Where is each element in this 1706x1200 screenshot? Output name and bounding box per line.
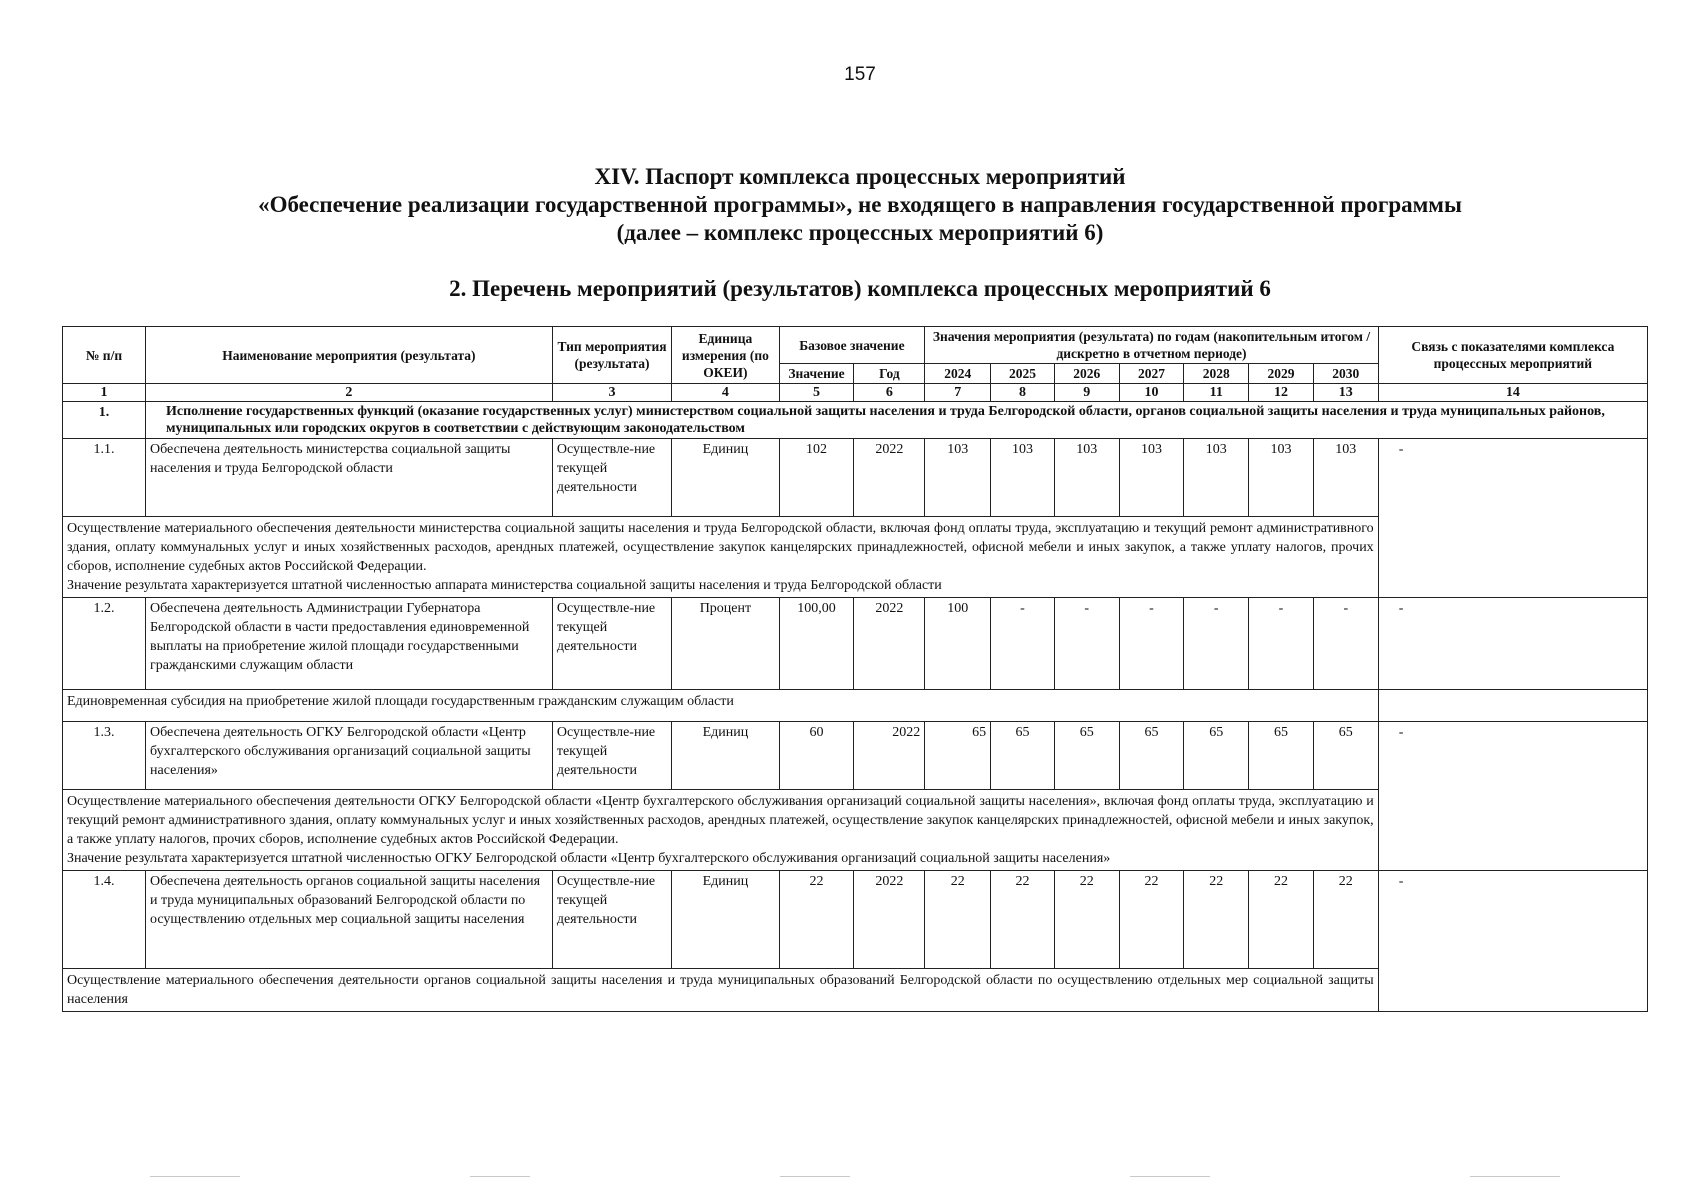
row-name: Обеспечена деятельность министерства социальной защиты населения и труда Белгородской области (145, 439, 552, 517)
row-year-value: 65 (1313, 722, 1378, 790)
row-name: Обеспечена деятельность Администрации Губернатора Белгородской области в части предоставления единовременной выплаты на приобретение жилой площади государственными гражданскими служащим области (145, 598, 552, 690)
scan-artifact-lines (0, 1176, 1706, 1177)
row-link: - (1378, 722, 1647, 871)
row-link-empty (1378, 690, 1647, 722)
row-year-value: 65 (991, 722, 1055, 790)
row-year-value: 65 (925, 722, 991, 790)
row-year-value: - (991, 598, 1055, 690)
row-year-value: 103 (1054, 439, 1119, 517)
row-year-value: 22 (925, 871, 991, 969)
header-year: 2028 (1184, 364, 1249, 384)
column-index: 13 (1313, 384, 1378, 402)
row-num: 1.4. (63, 871, 146, 969)
row-description-text: Осуществление материального обеспечения деятельности органов социальной защиты населения и труда муниципальных образований Белгородской области по осуществлению отдельных мер социальной защиты населения (67, 973, 1374, 1007)
row-year-value: 65 (1119, 722, 1184, 790)
row-year-value: 103 (1249, 439, 1314, 517)
column-index: 14 (1378, 384, 1647, 402)
row-num: 1.3. (63, 722, 146, 790)
row-year-value: 100 (925, 598, 991, 690)
column-index: 11 (1184, 384, 1249, 402)
row-year-value: 103 (1313, 439, 1378, 517)
section-row (63, 402, 1648, 439)
header-link: Связь с показателями комплекса процессных мероприятий (1378, 327, 1647, 384)
row-unit: Процент (672, 598, 779, 690)
row-unit: Единиц (672, 722, 779, 790)
row-description-cell (63, 690, 1379, 722)
table-row (63, 722, 1648, 790)
row-unit: Единиц (672, 871, 779, 969)
row-year-value: 22 (991, 871, 1055, 969)
document-title (0, 163, 1706, 247)
row-year-value: 103 (1119, 439, 1184, 517)
row-type: Осуществле-ние текущей деятельности (552, 722, 671, 790)
row-base-year: 2022 (854, 871, 925, 969)
activities-table (62, 326, 1648, 1012)
header-name: Наименование мероприятия (результата) (145, 327, 552, 384)
row-description-text-2: Значение результата характеризуется штатной численностью ОГКУ Белгородской области «Центр бухгалтерского обслуживания организаций социальной защиты населения» (67, 851, 1111, 866)
row-year-value: 103 (991, 439, 1055, 517)
row-base-value: 22 (779, 871, 854, 969)
section-num: 1. (63, 402, 146, 439)
row-base-value: 60 (779, 722, 854, 790)
column-index: 8 (991, 384, 1055, 402)
header-base-value: Значение (779, 364, 854, 384)
row-description-text: Единовременная субсидия на приобретение жилой площади государственным гражданским служащим области (67, 694, 734, 709)
section-text: Исполнение государственных функций (оказание государственных услуг) министерством социальной защиты населения и труда Белгородской области, органов социальной защиты населения и труда муниципальных районов, муниципальных или городских округов в соответствии с действующим законодательством (145, 402, 1647, 439)
row-type: Осуществле-ние текущей деятельности (552, 439, 671, 517)
header-base: Базовое значение (779, 327, 925, 364)
row-year-value: 22 (1184, 871, 1249, 969)
title-line-2: «Обеспечение реализации государственной программы», не входящего в направления государственной программы (258, 192, 1462, 217)
row-description (63, 690, 1648, 722)
row-base-year: 2022 (854, 598, 925, 690)
row-link: - (1378, 598, 1647, 690)
title-line-1: XIV. Паспорт комплекса процессных мероприятий (594, 164, 1126, 189)
row-year-value: 103 (925, 439, 991, 517)
row-year-value: - (1054, 598, 1119, 690)
row-base-value: 100,00 (779, 598, 854, 690)
table-row (63, 871, 1648, 969)
header-year: 2026 (1054, 364, 1119, 384)
header-years-group: Значения мероприятия (результата) по годам (накопительным итогом / дискретно в отчетном периоде) (925, 327, 1378, 364)
row-link: - (1378, 871, 1647, 1012)
row-year-value: 22 (1249, 871, 1314, 969)
header-type: Тип мероприятия (результата) (552, 327, 671, 384)
row-description-cell (63, 790, 1379, 871)
row-base-value: 102 (779, 439, 854, 517)
row-name: Обеспечена деятельность ОГКУ Белгородской области «Центр бухгалтерского обслуживания организаций социальной защиты населения» (145, 722, 552, 790)
row-year-value: 22 (1313, 871, 1378, 969)
page-number: 157 (844, 64, 876, 85)
column-index: 7 (925, 384, 991, 402)
row-year-value: 65 (1054, 722, 1119, 790)
row-year-value: 65 (1184, 722, 1249, 790)
column-index: 2 (145, 384, 552, 402)
row-description-cell (63, 969, 1379, 1012)
header-year: 2030 (1313, 364, 1378, 384)
section-title: 2. Перечень мероприятий (результатов) комплекса процессных мероприятий 6 (449, 276, 1271, 301)
row-year-value: 22 (1119, 871, 1184, 969)
row-num: 1.1. (63, 439, 146, 517)
row-year-value: - (1313, 598, 1378, 690)
row-year-value: 103 (1184, 439, 1249, 517)
row-year-value: 22 (1054, 871, 1119, 969)
row-description-text: Осуществление материального обеспечения деятельности ОГКУ Белгородской области «Центр бухгалтерского обслуживания организаций социальной защиты населения», включая фонд оплаты труда, эксплуатацию и текущий ремонт административного здания, оплату коммунальных услуг и иных хозяйственных расходов, арендных платежей, осуществление закупок канцелярских принадлежностей, офисной мебели и иных закупок, а также уплату налогов, прочих сборов, исполнение судебных актов Российской Федерации. (67, 794, 1374, 847)
row-link: - (1378, 439, 1647, 598)
header-year: 2024 (925, 364, 991, 384)
row-num: 1.2. (63, 598, 146, 690)
header-base-year: Год (854, 364, 925, 384)
column-index: 10 (1119, 384, 1184, 402)
table-row (63, 439, 1648, 517)
column-index: 5 (779, 384, 854, 402)
row-year-value: - (1119, 598, 1184, 690)
column-index: 12 (1249, 384, 1314, 402)
column-index: 6 (854, 384, 925, 402)
column-index: 3 (552, 384, 671, 402)
header-year: 2025 (991, 364, 1055, 384)
row-base-year: 2022 (854, 722, 925, 790)
row-description-text-2: Значение результата характеризуется штатной численностью аппарата министерства социальной защиты населения и труда Белгородской области (67, 578, 942, 593)
row-description-text: Осуществление материального обеспечения деятельности министерства социальной защиты населения и труда Белгородской области, включая фонд оплаты труда, эксплуатацию и текущий ремонт административного здания, оплату коммунальных услуг и иных хозяйственных расходов, арендных платежей, осуществление закупок канцелярских принадлежностей, офисной мебели и иных закупок, а также уплату налогов, прочих сборов, исполнение судебных актов Российской Федерации. (67, 521, 1374, 574)
header-num: № п/п (63, 327, 146, 384)
row-type: Осуществле-ние текущей деятельности (552, 871, 671, 969)
header-year: 2027 (1119, 364, 1184, 384)
row-year-value: 65 (1249, 722, 1314, 790)
column-index: 1 (63, 384, 146, 402)
column-index-row (63, 384, 1648, 402)
column-index: 4 (672, 384, 779, 402)
row-base-year: 2022 (854, 439, 925, 517)
title-line-3: (далее – комплекс процессных мероприятий 6) (616, 220, 1104, 245)
header-unit: Единица измерения (по ОКЕИ) (672, 327, 779, 384)
row-description-cell (63, 517, 1379, 598)
column-index: 9 (1054, 384, 1119, 402)
table-row (63, 598, 1648, 690)
row-year-value: - (1249, 598, 1314, 690)
row-name: Обеспечена деятельность органов социальной защиты населения и труда муниципальных образований Белгородской области по осуществлению отдельных мер социальной защиты населения (145, 871, 552, 969)
row-type: Осуществле-ние текущей деятельности (552, 598, 671, 690)
row-unit: Единиц (672, 439, 779, 517)
header-year: 2029 (1249, 364, 1314, 384)
row-year-value: - (1184, 598, 1249, 690)
